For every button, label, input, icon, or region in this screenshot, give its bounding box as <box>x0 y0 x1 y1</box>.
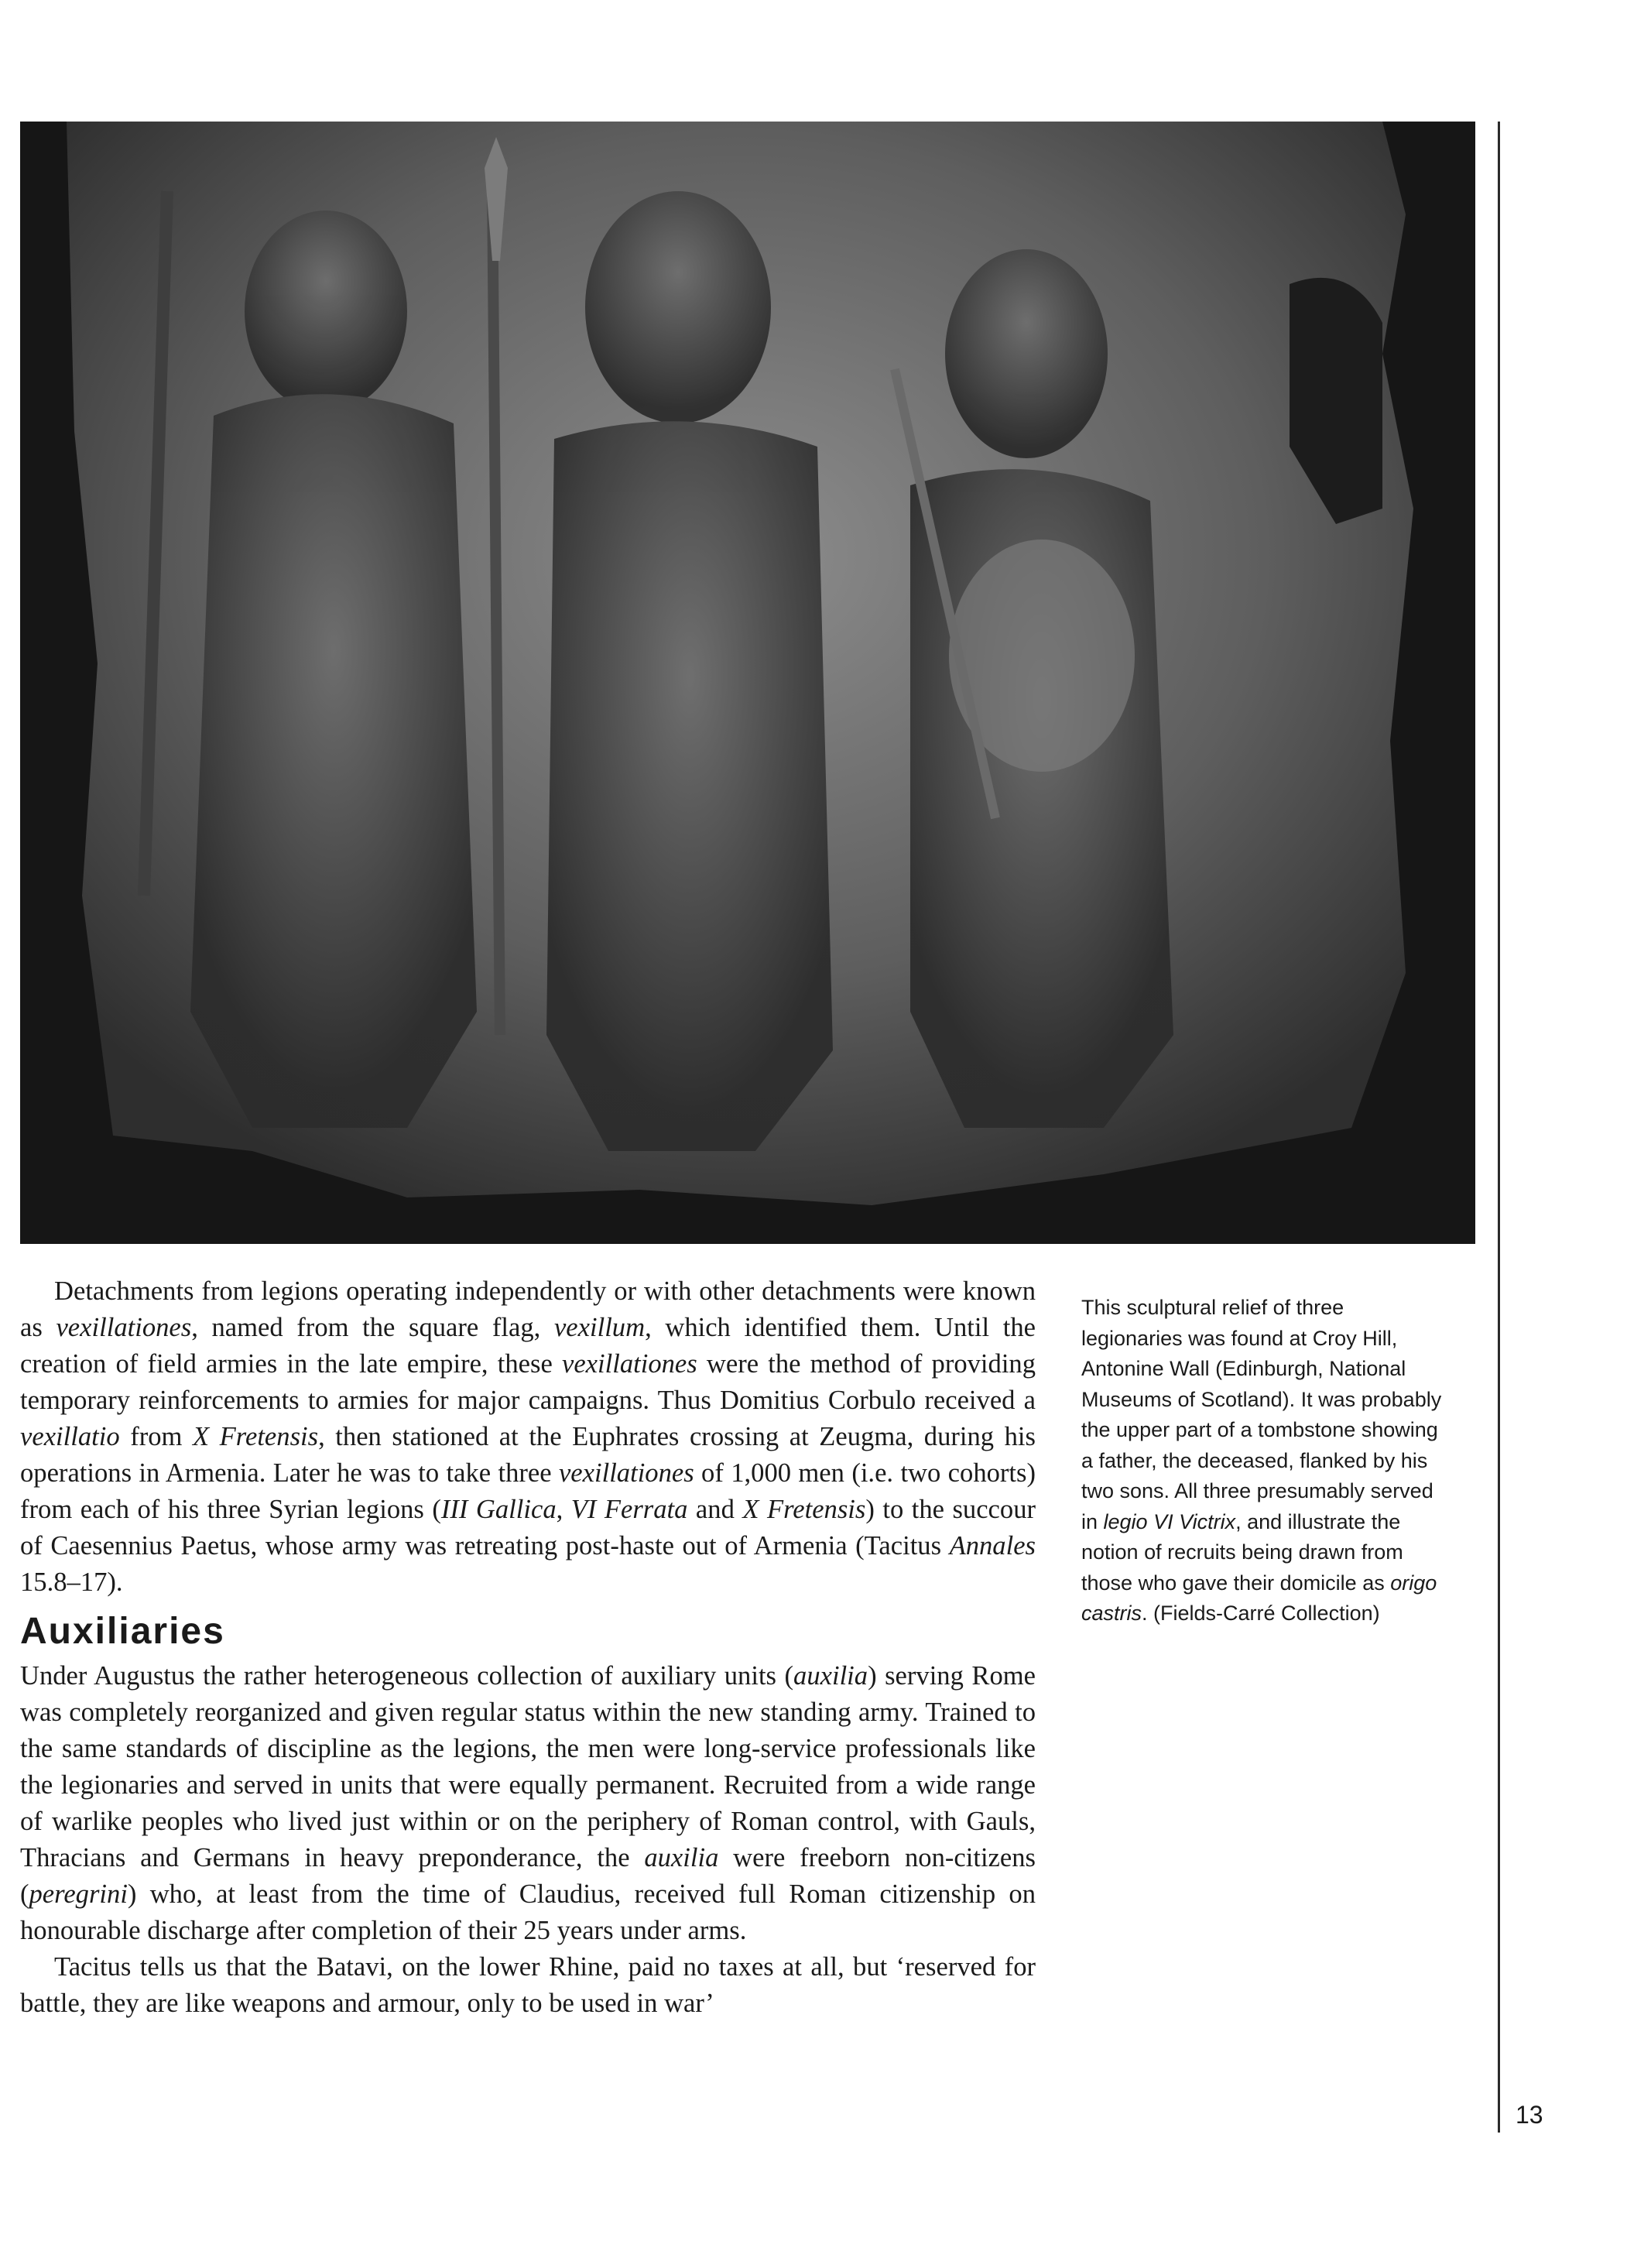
relief-photo-drawing <box>20 122 1475 1244</box>
italic-term: origo castris <box>1081 1571 1437 1625</box>
text-run: of 1,000 men (i.e. two cohorts) from each of his three Syrian legions ( <box>20 1458 1036 1524</box>
text-run: , <box>556 1495 571 1524</box>
italic-term: Annales <box>949 1531 1036 1561</box>
text-run: Tacitus tells us that the Batavi, on the lower Rhine, paid no taxes at all, but ‘reserved for battle, they are like weapons and armour, only to be used in war’ <box>20 1952 1036 2018</box>
text-run: , and illustrate the notion of recruits being drawn from those who gave their domicile as <box>1081 1509 1403 1595</box>
italic-term: vexillatio <box>20 1422 120 1451</box>
italic-term: vexillum <box>553 1313 646 1342</box>
italic-term: vexillationes <box>561 1349 697 1379</box>
main-text <box>20 1273 1036 2022</box>
column-rule <box>1498 122 1500 2133</box>
text-run: , then stationed at the Euphrates crossing at Zeugma, during his operations in Armenia. Later he was to take three <box>20 1422 1036 1488</box>
italic-term: X Fretensis <box>742 1495 866 1524</box>
figure-caption <box>1081 1293 1445 1629</box>
text-run: ) serving Rome was completely reorganized and given regular status within the new standing army. Trained to the same standards of discipline as the legions, the men were long-service professionals like the legionaries and served in units that were equally permanent. Recruited from a wide range of warlike peoples who lived just within or on the periphery of Roman control, with Gauls, Thracians and Germans in heavy preponderance, the <box>20 1661 1036 1872</box>
text-run: ) who, at least from the time of Claudius, received full Roman citizenship on honourable discharge after completion of their 25 years under arms. <box>20 1879 1036 1945</box>
caption-text <box>1081 1293 1445 1629</box>
section-heading: Auxiliaries <box>20 1611 225 1652</box>
italic-term: auxilia <box>644 1843 719 1872</box>
italic-term: auxilia <box>793 1661 868 1691</box>
text-run: Under Augustus the rather heterogeneous collection of auxiliary units ( <box>20 1661 794 1691</box>
text-run: Detachments from legions operating independently or with other detachments were known as <box>20 1276 1036 1342</box>
italic-term: peregrini <box>29 1879 128 1909</box>
text-run: were freeborn non-citizens ( <box>20 1843 1036 1909</box>
paragraph-auxiliaries <box>20 1658 1036 1949</box>
italic-term: X Fretensis <box>193 1422 319 1451</box>
paragraph-vexillationes <box>20 1273 1036 1601</box>
text-run: . (Fields-Carré Collection) <box>1142 1602 1380 1625</box>
text-run: from <box>119 1422 193 1451</box>
italic-term: VI Ferrata <box>570 1495 688 1524</box>
page-number: 13 <box>1516 2101 1543 2129</box>
relief-photo <box>20 122 1475 1244</box>
text-run: were the method of providing temporary reinforcements to armies for major campaigns. Thus Domitius Corbulo received a <box>20 1349 1036 1415</box>
text-run: This sculptural relief of three legionaries was found at Croy Hill, Antonine Wall (Edinburgh, National Museums of Scotland). It was probably the upper part of a tombstone showing a father, the deceased, flanked by his two sons. All three presumably served in <box>1081 1296 1442 1533</box>
text-run: , named from the square flag, <box>191 1313 554 1342</box>
paragraph-batavi <box>20 1949 1036 2022</box>
text-run: , which identified them. Until the creation of field armies in the late empire, these <box>20 1313 1036 1379</box>
text-run: and <box>687 1495 743 1524</box>
italic-term: vexillationes <box>56 1313 192 1342</box>
text-run: ) to the succour of Caesennius Paetus, whose army was retreating post-haste out of Armenia (Tacitus <box>20 1495 1036 1561</box>
text-run: 15.8–17). <box>20 1567 123 1597</box>
italic-term: legio VI Victrix <box>1103 1509 1236 1533</box>
italic-term: vexillationes <box>558 1458 694 1488</box>
italic-term: III Gallica <box>440 1495 557 1524</box>
